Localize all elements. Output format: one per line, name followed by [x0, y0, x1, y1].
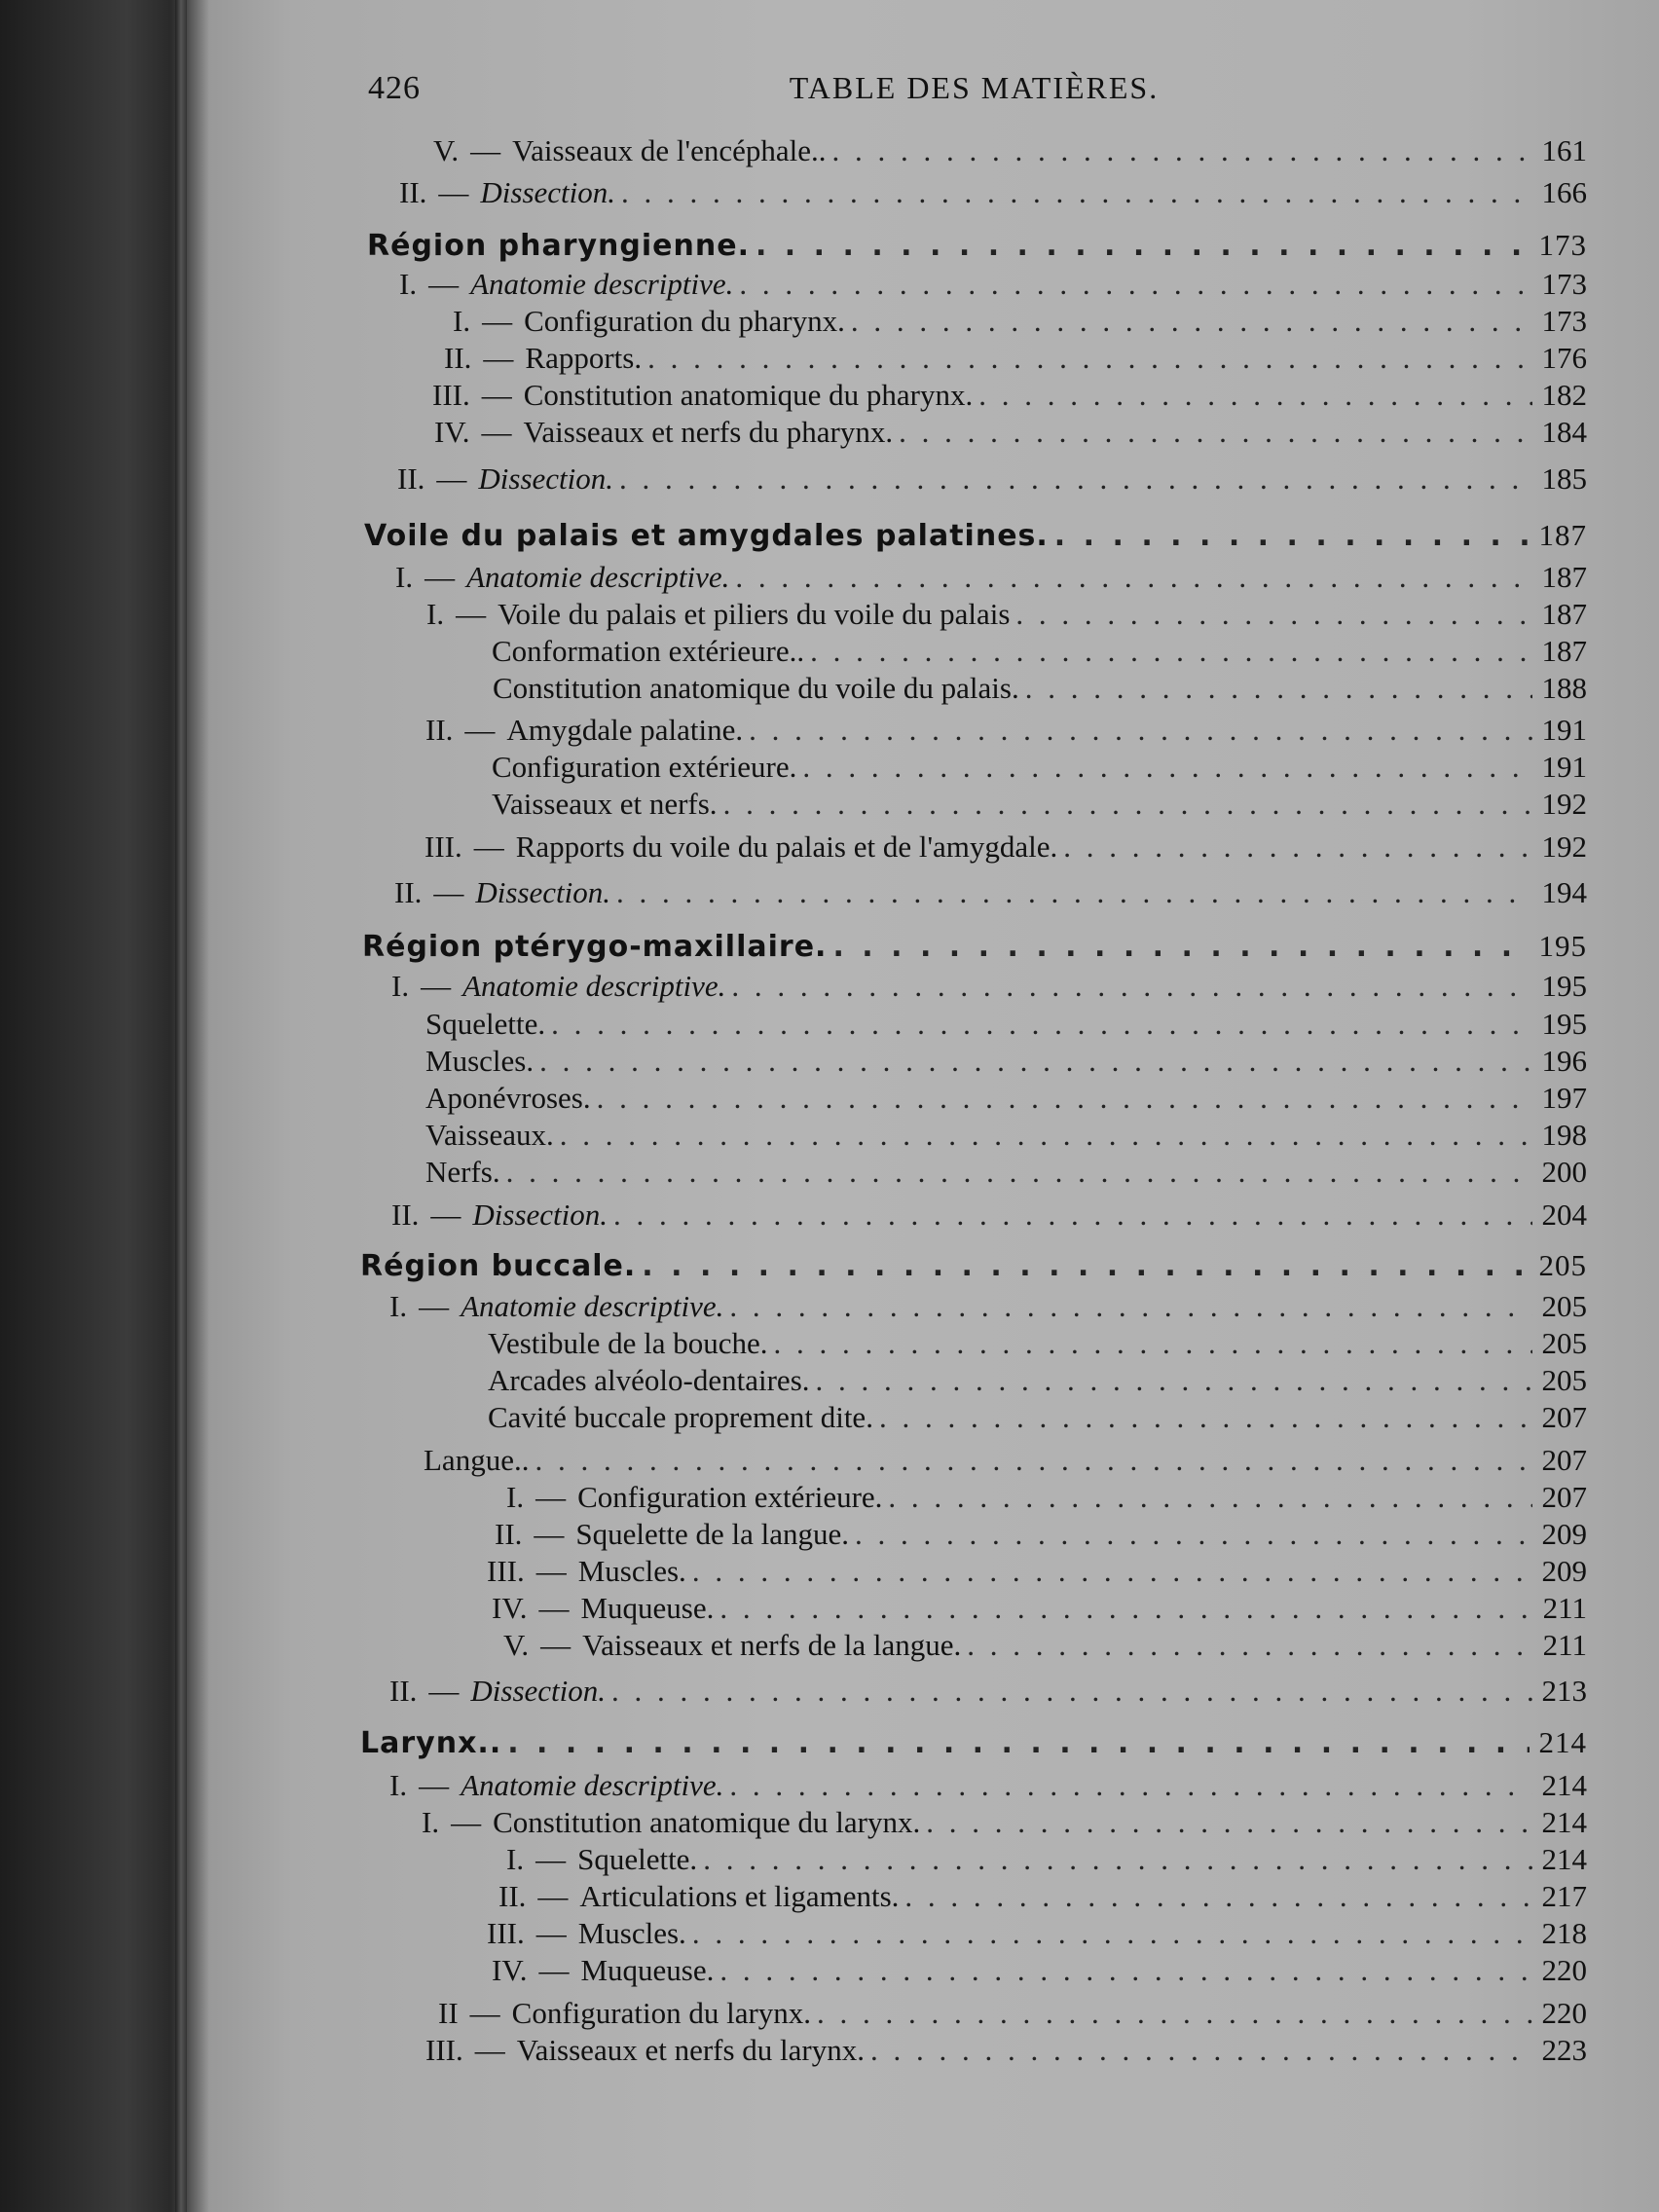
entry-dash: — — [433, 875, 464, 909]
toc-entry — [506, 1840, 1587, 1879]
entry-page: 191 — [1541, 713, 1587, 747]
toc-entry — [495, 1515, 1587, 1554]
entry-title: Configuration du pharynx. — [524, 304, 845, 338]
entry-title: Conformation extérieure.. — [492, 634, 805, 668]
leader-dots — [1025, 669, 1532, 708]
leader-dots — [723, 785, 1532, 824]
toc-section-heading — [360, 1246, 1587, 1285]
toc-entry — [395, 558, 1587, 597]
entry-page: 205 — [1541, 1289, 1587, 1323]
leader-dots — [1015, 595, 1531, 634]
entry-numeral: II. — [498, 1879, 527, 1913]
leader-dots — [888, 1478, 1531, 1517]
entry-page: 204 — [1541, 1198, 1587, 1232]
toc-entry — [389, 1287, 1587, 1326]
entry-numeral: IV. — [492, 1953, 528, 1987]
entry-title: Vestibule de la bouche. — [488, 1326, 768, 1360]
toc-entry — [492, 748, 1587, 787]
entry-page: 191 — [1541, 750, 1587, 784]
entry-page: 197 — [1541, 1081, 1587, 1115]
entry-numeral: III. — [487, 1916, 525, 1950]
leader-dots — [692, 1552, 1532, 1591]
entry-numeral: II. — [389, 1674, 418, 1708]
leader-dots — [703, 1840, 1531, 1879]
entry-title: Voile du palais et amygdales palatines. — [364, 519, 1049, 553]
toc-entry — [444, 339, 1587, 378]
entry-numeral: V. — [503, 1628, 530, 1662]
entry-dash: — — [421, 969, 452, 1003]
entry-numeral: I. — [391, 969, 410, 1003]
entry-page: 209 — [1541, 1517, 1587, 1551]
entry-page: 213 — [1541, 1674, 1587, 1708]
entry-page: 184 — [1541, 415, 1587, 449]
leader-dots — [832, 928, 1529, 967]
entry-page: 187 — [1541, 634, 1587, 668]
entry-dash: — — [481, 415, 512, 449]
entry-dash: — — [469, 1996, 500, 2030]
entry-page: 182 — [1541, 378, 1587, 412]
leader-dots — [735, 558, 1531, 597]
toc-entry — [424, 1441, 1587, 1480]
toc-entry — [389, 1672, 1587, 1711]
entry-title: Dissection. — [470, 1674, 607, 1708]
entry-dash: — — [473, 830, 504, 864]
toc-entry — [492, 1589, 1587, 1628]
toc-entry — [433, 131, 1587, 170]
entry-title: Vaisseaux et nerfs du larynx. — [516, 2033, 865, 2067]
entry-page: 211 — [1542, 1591, 1587, 1625]
entry-page: 209 — [1541, 1554, 1587, 1588]
entry-title: Anatomie descriptive. — [461, 1289, 724, 1323]
entry-numeral: II — [438, 1996, 459, 2030]
entry-title: Articulations et ligaments. — [579, 1879, 900, 1913]
entry-dash: — — [538, 1953, 570, 1987]
leader-dots — [507, 1724, 1529, 1763]
toc-entry — [453, 302, 1587, 341]
leader-dots — [739, 265, 1531, 304]
entry-title: Langue.. — [424, 1443, 530, 1477]
leader-dots — [870, 2031, 1532, 2070]
running-title: TABLE DES MATIÈRES. — [789, 70, 1160, 105]
entry-page: 214 — [1538, 1725, 1587, 1759]
toc-entry — [488, 1398, 1587, 1437]
entry-title: Constitution anatomique du voile du palais. — [493, 671, 1019, 705]
leader-dots — [597, 1079, 1532, 1118]
entry-numeral: I. — [453, 304, 471, 338]
entry-numeral: I. — [389, 1768, 408, 1802]
toc-entry — [425, 711, 1587, 750]
entry-title: Muqueuse. — [580, 1953, 715, 1987]
entry-numeral: II. — [391, 1198, 420, 1232]
entry-page: 214 — [1541, 1842, 1587, 1876]
entry-dash: — — [483, 341, 514, 375]
leader-dots — [692, 1914, 1532, 1953]
entry-title: Dissection. — [472, 1198, 608, 1232]
leader-dots — [619, 460, 1531, 498]
entry-title: Configuration extérieure. — [577, 1480, 883, 1514]
toc-section-heading — [362, 927, 1587, 966]
leader-dots — [756, 227, 1530, 266]
entry-numeral: I. — [426, 597, 445, 631]
entry-numeral: IV. — [492, 1591, 528, 1625]
entry-title: Vaisseaux et nerfs de la langue. — [582, 1628, 962, 1662]
entry-dash: — — [428, 1674, 460, 1708]
entry-dash: — — [482, 304, 513, 338]
entry-title: Cavité buccale proprement dite. — [488, 1400, 873, 1434]
leader-dots — [719, 1589, 1532, 1628]
toc-entry — [506, 1478, 1587, 1517]
entry-title: Amygdale palatine. — [506, 713, 744, 747]
leader-dots — [899, 413, 1531, 452]
entry-dash: — — [428, 267, 460, 301]
entry-title: Larynx.. — [360, 1726, 502, 1760]
toc-entry — [488, 1361, 1587, 1400]
entry-page: 194 — [1541, 875, 1587, 909]
leader-dots — [978, 376, 1531, 415]
entry-page: 207 — [1541, 1480, 1587, 1514]
entry-title: Région ptérygo-maxillaire. — [362, 930, 828, 964]
entry-dash: — — [436, 461, 467, 496]
toc-entry — [425, 1042, 1587, 1081]
toc-entry — [432, 376, 1587, 415]
entry-title: Configuration extérieure. — [492, 750, 797, 784]
entry-dash: — — [451, 1805, 482, 1839]
toc-entry — [389, 1766, 1587, 1805]
entry-title: Constitution anatomique du pharynx. — [523, 378, 974, 412]
toc-entry — [438, 1994, 1587, 2033]
entry-title: Squelette. — [425, 1007, 546, 1041]
leader-dots — [719, 1951, 1531, 1990]
entry-page: 161 — [1541, 133, 1587, 167]
leader-dots — [642, 1247, 1529, 1286]
entry-dash: — — [424, 560, 456, 594]
entry-page: 195 — [1538, 929, 1587, 963]
toc-entry — [397, 460, 1587, 498]
toc-entry — [399, 173, 1587, 212]
entry-dash: — — [540, 1628, 571, 1662]
leader-dots — [1063, 828, 1531, 866]
leader-dots — [611, 1672, 1531, 1711]
entry-dash: — — [419, 1768, 450, 1802]
leader-dots — [616, 873, 1531, 912]
leader-dots — [749, 711, 1531, 750]
leader-dots — [774, 1324, 1532, 1363]
leader-dots — [535, 1441, 1531, 1480]
entry-numeral: III. — [487, 1554, 525, 1588]
toc-entry — [425, 2031, 1587, 2070]
entry-page: 205 — [1541, 1326, 1587, 1360]
entry-title: Constitution anatomique du larynx. — [493, 1805, 921, 1839]
entry-title: Voile du palais et piliers du voile du palais — [498, 597, 1011, 631]
entry-title: Anatomie descriptive. — [470, 267, 734, 301]
entry-page: 195 — [1541, 969, 1587, 1003]
leader-dots — [647, 339, 1531, 378]
entry-numeral: II. — [425, 713, 454, 747]
leader-dots — [817, 1994, 1531, 2033]
entry-title: Vaisseaux. — [425, 1118, 554, 1152]
entry-page: 205 — [1541, 1363, 1587, 1397]
entry-page: 207 — [1541, 1400, 1587, 1434]
entry-page: 176 — [1541, 341, 1587, 375]
entry-title: Vaisseaux et nerfs. — [492, 787, 718, 821]
leader-dots — [731, 967, 1531, 1006]
entry-dash: — — [430, 1198, 461, 1232]
entry-page: 187 — [1541, 597, 1587, 631]
entry-page: 192 — [1541, 830, 1587, 864]
entry-page: 188 — [1541, 671, 1587, 705]
toc-entry — [422, 1803, 1587, 1842]
entry-dash: — — [419, 1289, 450, 1323]
leader-dots — [926, 1803, 1531, 1842]
entry-page: 223 — [1541, 2033, 1587, 2067]
entry-page: 195 — [1541, 1007, 1587, 1041]
leader-dots — [560, 1116, 1532, 1155]
entry-numeral: V. — [433, 133, 460, 167]
entry-dash: — — [438, 175, 469, 209]
entry-numeral: II. — [399, 175, 427, 209]
entry-title: Muscles. — [577, 1916, 686, 1950]
leader-dots — [613, 1196, 1531, 1235]
entry-page: 173 — [1538, 228, 1587, 262]
entry-title: Dissection. — [475, 875, 611, 909]
entry-page: 205 — [1538, 1248, 1587, 1282]
leader-dots — [551, 1005, 1531, 1044]
toc-section-heading — [364, 516, 1587, 555]
toc-entry — [503, 1626, 1587, 1665]
entry-dash: — — [481, 378, 512, 412]
toc-section-heading — [360, 1723, 1587, 1762]
entry-page: 217 — [1541, 1879, 1587, 1913]
toc-entry — [424, 828, 1587, 866]
toc-entry — [425, 1079, 1587, 1118]
entry-page: 198 — [1541, 1118, 1587, 1152]
toc-entry — [425, 1005, 1587, 1044]
entry-title: Anatomie descriptive. — [466, 560, 730, 594]
leader-dots — [539, 1042, 1531, 1081]
toc-entry — [492, 1951, 1587, 1990]
toc-entry — [487, 1914, 1587, 1953]
leader-dots — [729, 1766, 1531, 1805]
entry-numeral: I. — [506, 1842, 525, 1876]
entry-numeral: IV. — [434, 415, 470, 449]
entry-dash: — — [464, 713, 496, 747]
entry-title: Muscles. — [425, 1044, 535, 1078]
entry-title: Région pharyngienne. — [367, 229, 750, 263]
leader-dots — [729, 1287, 1531, 1326]
entry-numeral: I. — [395, 560, 414, 594]
entry-title: Aponévroses. — [425, 1081, 591, 1115]
entry-dash: — — [535, 1916, 567, 1950]
entry-page: 220 — [1541, 1953, 1587, 1987]
entry-numeral: III. — [425, 2033, 463, 2067]
entry-page: 200 — [1541, 1155, 1587, 1189]
entry-numeral: I. — [389, 1289, 408, 1323]
leader-dots — [855, 1515, 1531, 1554]
entry-numeral: I. — [506, 1480, 525, 1514]
entry-page: 173 — [1541, 304, 1587, 338]
entry-page: 187 — [1538, 518, 1587, 552]
entry-dash: — — [535, 1842, 567, 1876]
entry-title: Rapports du voile du palais et de l'amygdale. — [515, 830, 1058, 864]
entry-page: 187 — [1541, 560, 1587, 594]
toc-entry — [399, 265, 1587, 304]
leader-dots — [621, 173, 1531, 212]
entry-title: Anatomie descriptive. — [462, 969, 726, 1003]
entry-title: Vaisseaux et nerfs du pharynx. — [523, 415, 894, 449]
toc-entry — [426, 595, 1587, 634]
toc-entry — [391, 1196, 1587, 1235]
toc-entry — [492, 785, 1587, 824]
toc-entry — [391, 967, 1587, 1006]
leader-dots — [1054, 517, 1530, 556]
entry-title: Muscles. — [577, 1554, 686, 1588]
entry-page: 185 — [1541, 461, 1587, 496]
entry-dash: — — [456, 597, 487, 631]
leader-dots — [506, 1153, 1532, 1192]
entry-title: Squelette. — [577, 1842, 698, 1876]
entry-title: Arcades alvéolo-dentaires. — [488, 1363, 810, 1397]
leader-dots — [832, 131, 1532, 170]
toc-entry — [434, 413, 1587, 452]
leader-dots — [851, 302, 1532, 341]
leader-dots — [879, 1398, 1532, 1437]
leader-dots — [810, 632, 1531, 671]
leader-dots — [967, 1626, 1532, 1665]
entry-page: 214 — [1541, 1768, 1587, 1802]
toc-entry — [394, 873, 1587, 912]
entry-title: Vaisseaux de l'encéphale.. — [512, 133, 827, 167]
entry-numeral: II. — [444, 341, 472, 375]
toc-entry — [425, 1153, 1587, 1192]
entry-dash: — — [538, 1591, 570, 1625]
entry-page: 220 — [1541, 1996, 1587, 2030]
entry-numeral: I. — [399, 267, 418, 301]
entry-title: Rapports. — [525, 341, 643, 375]
entry-title: Squelette de la langue. — [575, 1517, 850, 1551]
toc-entry — [487, 1552, 1587, 1591]
toc-section-heading — [367, 226, 1587, 265]
entry-numeral: I. — [422, 1805, 440, 1839]
entry-numeral: III. — [424, 830, 462, 864]
entry-page: 214 — [1541, 1805, 1587, 1839]
entry-page: 207 — [1541, 1443, 1587, 1477]
toc-entry — [498, 1877, 1587, 1916]
entry-title: Anatomie descriptive. — [461, 1768, 724, 1802]
entry-dash: — — [470, 133, 501, 167]
entry-title: Dissection. — [478, 461, 614, 496]
toc-entry — [425, 1116, 1587, 1155]
entry-title: Dissection. — [480, 175, 616, 209]
entry-page: 196 — [1541, 1044, 1587, 1078]
entry-numeral: II. — [495, 1517, 523, 1551]
entry-page: 218 — [1541, 1916, 1587, 1950]
entry-title: Région buccale. — [360, 1249, 637, 1283]
entry-dash: — — [474, 2033, 505, 2067]
entry-numeral: II. — [394, 875, 423, 909]
leader-dots — [802, 748, 1531, 787]
page-number: 426 — [368, 70, 421, 106]
entry-dash: — — [535, 1480, 567, 1514]
entry-page: 192 — [1541, 787, 1587, 821]
leader-dots — [816, 1361, 1532, 1400]
entry-dash: — — [534, 1517, 565, 1551]
entry-title: Nerfs. — [425, 1155, 500, 1189]
entry-numeral: II. — [397, 461, 425, 496]
toc-entry — [492, 632, 1587, 671]
entry-title: Muqueuse. — [580, 1591, 715, 1625]
toc-entry — [493, 669, 1587, 708]
entry-dash: — — [535, 1554, 567, 1588]
toc-entry — [488, 1324, 1587, 1363]
entry-dash: — — [537, 1879, 569, 1913]
leader-dots — [904, 1877, 1531, 1916]
entry-page: 166 — [1541, 175, 1587, 209]
entry-title: Configuration du larynx. — [511, 1996, 812, 2030]
entry-page: 173 — [1541, 267, 1587, 301]
entry-numeral: III. — [432, 378, 470, 412]
entry-page: 211 — [1542, 1628, 1587, 1662]
